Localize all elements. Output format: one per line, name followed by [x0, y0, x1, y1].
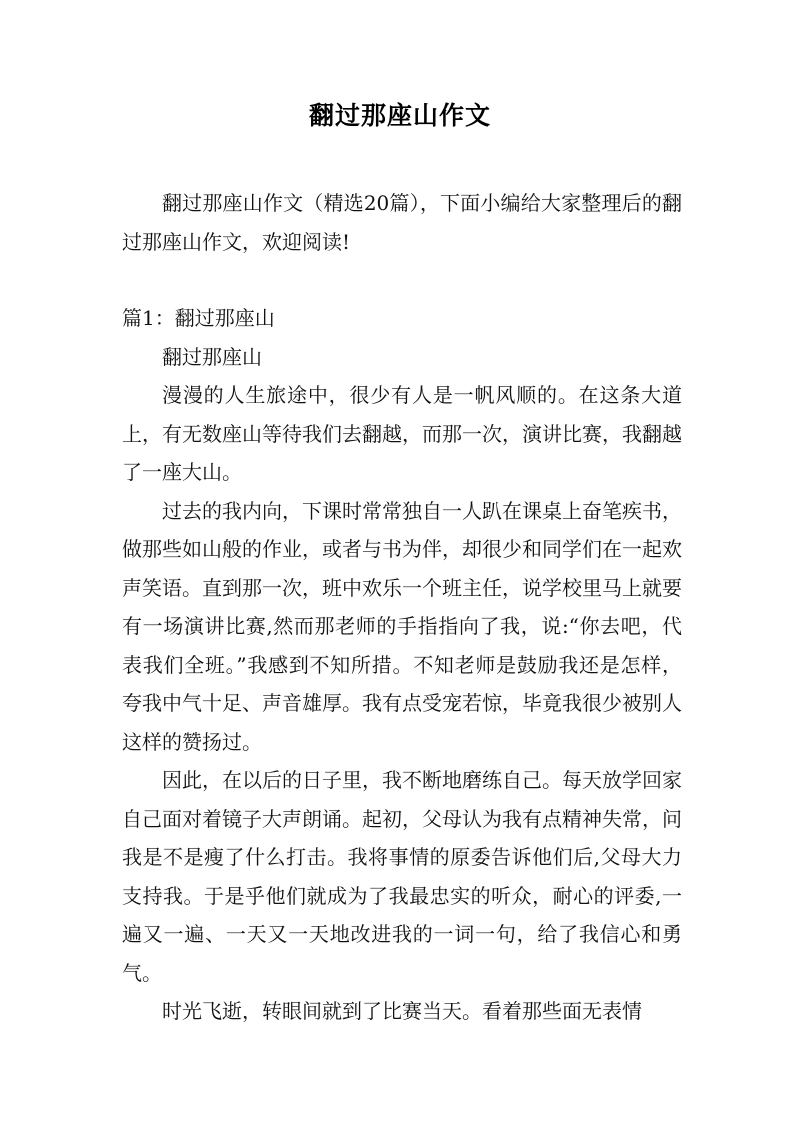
body-paragraph: 因此，在以后的日子里，我不断地磨练自己。每天放学回家自己面对着镜子大声朗诵。起初，父母认为我有点精神失常，问我是不是瘦了什么打击。我将事情的原委告诉他们后,父母大力支持我。于是乎他们就成为了我最忠实的听众，耐心的评委,一遍又一遍、一天又一天地改进我的一词一句，给了我信心和勇气。	[122, 768, 682, 985]
body-paragraph: 时光飞逝，转眼间就到了比赛当天。看着那些面无表情	[162, 999, 642, 1023]
essay-subtitle: 翻过那座山	[162, 344, 262, 369]
paragraph-gap	[122, 261, 682, 299]
section-heading: 篇1：翻过那座山	[122, 306, 275, 330]
body-paragraph: 过去的我内向，下课时常常独自一人趴在课桌上奋笔疾书，做那些如山般的作业，或者与书为伴，却很少和同学们在一起欢声笑语。直到那一次，班中欢乐一个班主任，说学校里马上就要有一场演讲比赛,然而那老师的手指指向了我，说:“你去吧，代表我们全班。”我感到不知所措。不知老师是鼓励我还是怎样，夸我中气十足、声音雄厚。我有点受宠若惊，毕竟我很少被别人这样的赞扬过。	[122, 498, 682, 754]
document-body	[122, 184, 682, 1031]
body-paragraph: 漫漫的人生旅途中，很少有人是一帆风顺的。在这条大道上，有无数座山等待我们去翻越，而那一次，演讲比赛，我翻越了一座大山。	[122, 383, 682, 484]
intro-paragraph: 翻过那座山作文（精选20篇），下面小编给大家整理后的翻过那座山作文，欢迎阅读!	[122, 191, 682, 254]
document-title: 翻过那座山作文	[308, 101, 491, 130]
